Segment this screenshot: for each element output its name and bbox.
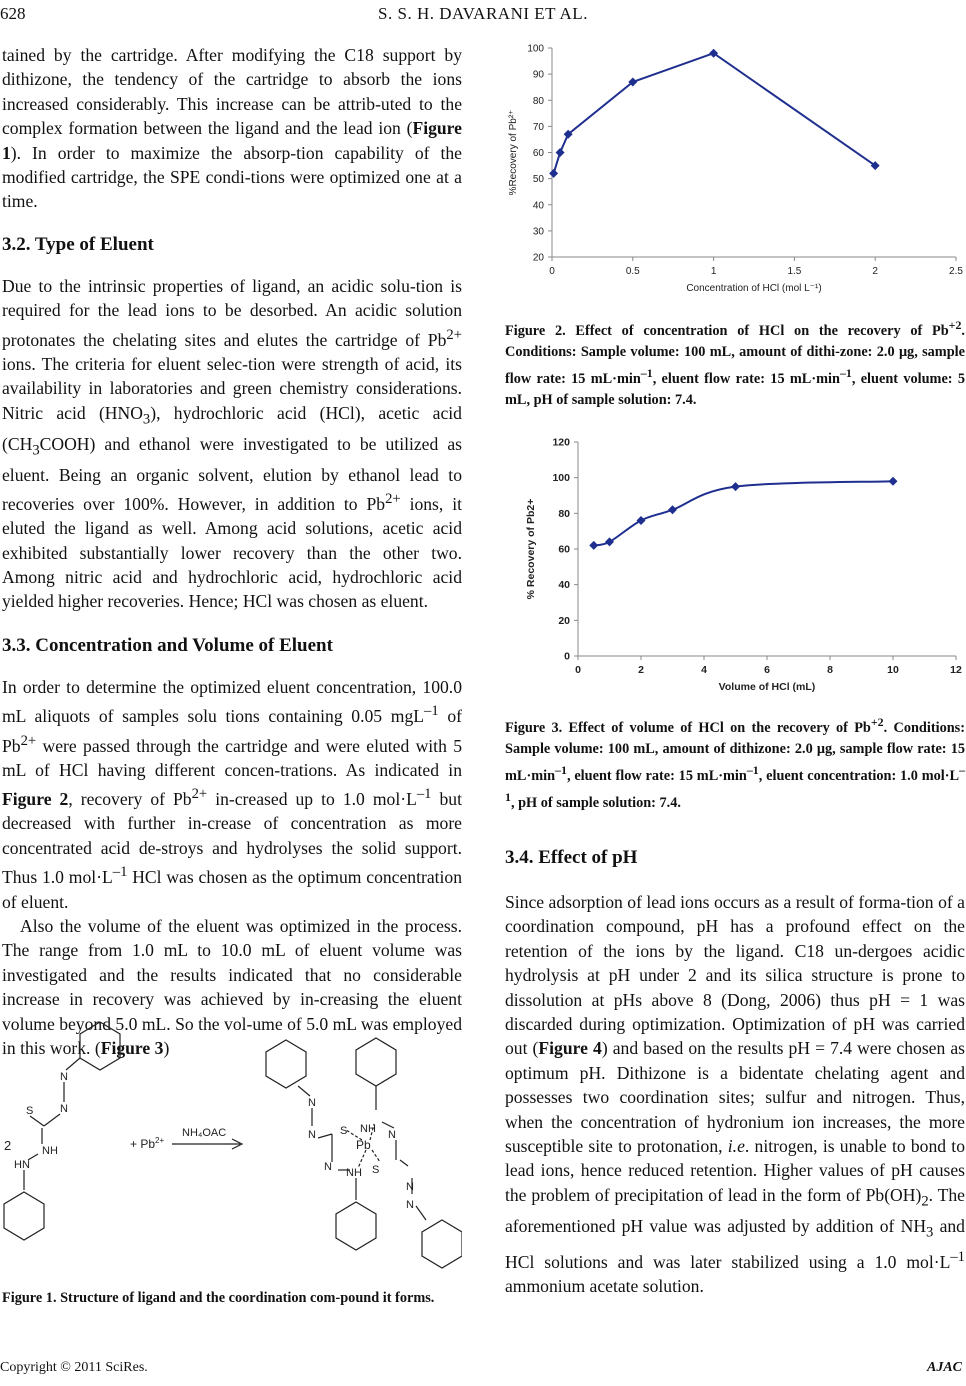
paragraph-eluent-concentration: In order to determine the optimized eluent concentration, 100.0 mL aliquots of samples solu tions containing 0.05 mgL$^{-1}$ of $Pb^{2+}$ were passed through the cartridge and were eluted with 5 mL of HCl having different concen-trations. As indicated in Figure 2, recovery of $Pb^{2+}$ in-creased up to 1.0 $mol\cdot L^{-1}$ but decreased with further in-crease of concentration as more concentrated acid de-stroys and hydrolyses the solid support. Thus 1.0 $mol\cdot L^{-1}$ HCl was chosen as the optimum concentration of eluent. [2,676,463,912]
data-point [605,537,614,546]
atom-label: NH [42,1145,58,1157]
series-line [554,53,876,173]
data-point [556,148,565,157]
atom-label: N [406,1181,414,1193]
figure-3-chart [505,420,965,710]
figure-4-ref: Figure 4 [538,1038,602,1059]
y-tick-label: 100 [552,472,570,485]
atom-label: N [324,1161,332,1173]
figure-2-ref: Figure 2 [2,789,69,810]
data-point [549,169,558,178]
atom-label: NH [346,1167,362,1179]
series-line [594,481,893,545]
phenyl-ring [80,1022,120,1070]
x-tick-label: 12 [950,664,962,676]
x-tick-label: 0 [575,664,581,676]
y-tick-label: 0 [564,650,570,663]
y-tick-label: 100 [527,43,544,55]
paragraph-eluent-type: Due to the intrinsic properties of ligand, an acidic solu-tion is required for the lead ions to be desorbed. An acidic solution protonates the chelating sites and elutes the cartridge of $Pb^{2+}$ ions. The criteria for eluent selec-tion were strength of acid, its availability in laboratories and green chemistry considerations. Nitric acid $(HNO_3)$, hydrochloric acid (HCl), acetic acid $(CH_3COOH)$ and ethanol were investigated to be utilized as eluent. Being an organic solvent, elution by ethanol lead to recoveries over 100%. However, in addition to $Pb^{2+}$ ions, it eluted the ligand as well. Among acid solutions, acetic acid exhibited substantially lower recovery than the other two. Among nitric acid and hydrochloric acid, hydrochloric acid yielded higher recoveries. Hence; HCl was chosen as eluent. [2,275,462,612]
page-header [0,0,966,28]
x-axis-label: Concentration of HCl (mol L⁻¹) [686,283,822,294]
section-heading-3-2: 3.2. Type of Eluent [2,233,154,255]
atom-label: S [26,1105,34,1117]
figure-1-caption: Figure 1. Structure of ligand and the coordination com-pound it forms. [2,1290,435,1306]
paragraph-intro: tained by the cartridge. After modifying the C18 support by dithizone, the tendency of the cartridge to absorb the ions increased considerably. This increase can be attrib-uted to the complex formation between the ligand and the lead ion (Figure 1). In order to maximize the absorp-tion capability of the modified cartridge, the SPE condi-tions were optimized one at a time. [2,45,462,212]
section-heading-3-3: 3.3. Concentration and Volume of Eluent [2,634,333,656]
reagent-label: NH₄OAC [182,1127,227,1139]
y-tick-label: 120 [552,436,570,449]
paragraph-eluent-volume: Also the volume of the eluent was optimized in the process. The range from 1.0 mL to 10.0 mL of eluent volume was investigated and the results indicated that no considerable increase in recovery was achieved by in-creasing the eluent volume beyond 5.0 mL. So the vol-ume of 5.0 mL was employed in this work. (Figure 3) [2,915,462,1058]
running-title: S. S. H. DAVARANI ET AL. [378,4,588,23]
figure-1-ref: Figure 1 [2,118,462,163]
data-point [889,477,898,486]
data-point [668,505,677,514]
phenyl-ring [336,1202,376,1250]
copyright-notice: Copyright © 2011 SciRes. [0,1360,148,1375]
y-tick-label: 80 [532,95,544,107]
x-tick-label: 0 [549,266,555,277]
left-column [2,43,462,1060]
x-tick-label: 1.5 [787,266,802,277]
x-tick-label: 2 [872,266,878,277]
x-tick-label: 2 [638,664,644,676]
phenyl-ring [266,1040,306,1088]
phenyl-ring [356,1038,396,1086]
right-column [505,846,965,1298]
y-tick-label: 20 [532,252,544,264]
paragraph-ph: Since adsorption of lead ions occurs as a result of forma-tion of a coordination compound, pH has a profound effect on the retention of the ions by the ligand. C18 un-dergoes acidic hydrolysis at pH under 2 and its silica structure is prone to dissolution at pHs above 8 (Dong, 2006) thus pH = 1 was discarded during optimization. Optimization of pH was carried out (Figure 4) and based on the results pH = 7.4 were chosen as optimum pH. Dithizone is a bidentate chelating agent and possesses two coordination sites; sulfur and nitrogen. Thus, when the concentration of hydronium ion increases, the more susceptible site to protonation, i.e. nitrogen, is unable to bond to lead ions, hence reduced retention. Higher values of pH causes the problem of precipitation of lead in the form of $Pb(OH)_2$. The aforementioned pH value was adjusted by addition of $NH_3$ and HCl solutions and was later stabilized using a 1.0 $mol\cdot L^{-1}$ ammonium acetate solution. [505,892,965,1296]
lead-ion-label: + $Pb^{2+}$ [130,1136,165,1151]
y-tick-label: 90 [532,69,544,81]
phenyl-ring [4,1192,44,1240]
atom-label: N [308,1129,316,1141]
x-tick-label: 4 [701,664,707,676]
atom-label: N [60,1071,68,1083]
atom-label: N [388,1129,396,1141]
phenyl-ring [422,1220,462,1268]
y-tick-label: 60 [532,148,544,159]
page-footer [0,1360,966,1376]
x-tick-label: 6 [764,664,770,676]
x-tick-label: 0.5 [625,266,640,277]
y-tick-label: 80 [558,507,570,520]
atom-label: NH [360,1123,376,1135]
figure-2-caption: Figure 2. Effect of concentration of HCl on the recovery of $Pb^{+2}$. Conditions: Sample volume: 100 mL, amount of dithi-zone: 2.0 μg, sample flow rate: 15 $mL\cdot\min^{-1}$, eluent flow rate: 15 $mL\cdot\min^{-1}$, eluent volume: 5 mL, pH of sample solution: 7.4. [505,318,965,408]
atom-label: S [372,1164,380,1176]
x-tick-label: 10 [887,664,899,676]
data-point [731,482,740,491]
figure-3-caption: Figure 3. Effect of volume of HCl on the recovery of $Pb^{+2}$. Conditions: Sample volume: 100 mL, amount of dithizone: 2.0 μg, sample flow rate: 15 $mL\cdot\min^{-1}$, eluent flow rate: 15 $mL\cdot\min^{-1}$, eluent concentration: 1.0 $mol\cdot L^{-1}$, pH of sample solution: 7.4. [505,715,966,811]
y-tick-label: 40 [558,579,570,592]
y-tick-label: 50 [532,174,544,186]
section-heading-3-4: 3.4. Effect of pH [505,847,638,868]
atom-label: N [308,1097,316,1109]
x-tick-label: 2.5 [949,266,963,277]
figure-3-ref: Figure 3 [100,1038,164,1058]
x-tick-label: 1 [710,266,717,277]
x-axis-label: Volume of HCl (mL) [718,681,816,693]
y-tick-label: 70 [532,121,544,133]
data-point [637,516,646,525]
y-tick-label: 30 [532,226,544,238]
atom-label: N [406,1199,414,1211]
y-axis-label: %Recovery of Pb²⁺ [508,109,519,196]
lead-atom-label: Pb [356,1138,371,1152]
figure-1-structure [2,1010,462,1280]
stoichiometric-coefficient: 2 [4,1138,12,1153]
y-tick-label: 60 [558,543,570,556]
page-number: 628 [0,4,26,23]
journal-abbreviation: AJAC [926,1360,962,1375]
y-tick-label: 40 [532,200,544,212]
data-point [589,541,598,550]
atom-label: HN [14,1159,30,1171]
figure-2-chart [505,38,965,308]
atom-label: S [340,1125,348,1137]
x-tick-label: 8 [827,664,833,676]
y-axis-label: % Recovery of Pb2+ [525,498,537,600]
atom-label: N [60,1103,68,1115]
y-tick-label: 20 [558,614,570,627]
